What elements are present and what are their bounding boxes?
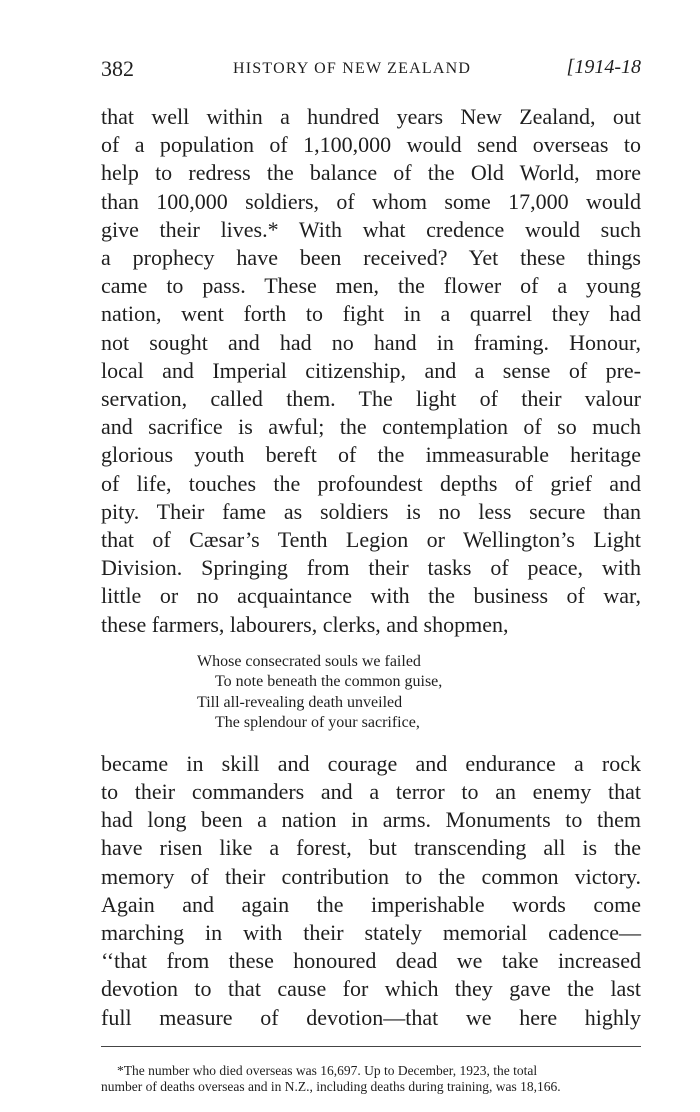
date-range: [1914-18 xyxy=(566,56,641,78)
paragraph-1 xyxy=(101,103,641,639)
book-title: HISTORY OF NEW ZEALAND xyxy=(233,60,472,77)
paragraph-2 xyxy=(101,750,641,1032)
page-number: 382 xyxy=(101,56,134,81)
text-line: local and Imperial citizenship, and a sense of pre- xyxy=(101,357,641,383)
text-line: Again and again the imperishable words come xyxy=(101,891,641,917)
text-line: nation, went forth to fight in a quarrel they had xyxy=(101,301,641,327)
text-line: have risen like a forest, but transcending all is the xyxy=(101,835,641,861)
text-line: of a population of 1,100,000 would send overseas to xyxy=(101,132,641,158)
text-line: devotion to that cause for which they gave the last xyxy=(101,976,641,1002)
text-line: help to redress the balance of the Old World, more xyxy=(101,160,641,186)
footnote-divider xyxy=(101,1046,641,1047)
verse-quotation xyxy=(197,652,641,734)
text-line: a prophecy have been received? Yet these things xyxy=(101,245,641,271)
text-line: these farmers, labourers, clerks, and shopmen, xyxy=(101,611,509,637)
text-line: little or no acquaintance with the business of war, xyxy=(101,583,641,609)
text-line: pity. Their fame as soldiers is no less secure than xyxy=(101,498,641,524)
text-line: memory of their contribution to the common victory. xyxy=(101,863,641,889)
verse-line: To note beneath the common guise, xyxy=(215,673,443,691)
text-line: than 100,000 soldiers, of whom some 17,000 would xyxy=(101,188,641,214)
text-line: to their commanders and a terror to an enemy that xyxy=(101,779,641,805)
running-head xyxy=(101,56,641,86)
text-line: that well within a hundred years New Zealand, out xyxy=(101,104,641,129)
text-line: servation, called them. The light of their valour xyxy=(101,386,641,412)
book-page xyxy=(101,56,641,1095)
footnote-line: number of deaths overseas and in N.Z., including deaths during training, was 18,166. xyxy=(101,1078,561,1094)
text-line: glorious youth bereft of the immeasurable heritage xyxy=(101,442,641,468)
text-line: of life, touches the profoundest depths of grief and xyxy=(101,470,641,496)
verse-line: Whose consecrated souls we failed xyxy=(197,652,421,670)
text-line: ‘‘that from these honoured dead we take increased xyxy=(101,948,641,974)
text-line: Division. Springing from their tasks of peace, with xyxy=(101,555,641,581)
footnote-line: *The number who died overseas was 16,697. Up to December, 1923, the total xyxy=(117,1062,538,1078)
text-line: came to pass. These men, the flower of a young xyxy=(101,273,641,299)
text-line: became in skill and courage and endurance a rock xyxy=(101,750,641,776)
text-line: that of Cæsar’s Tenth Legion or Wellington’s Light xyxy=(101,527,641,553)
text-line: not sought and had no hand in framing. Honour, xyxy=(101,329,641,355)
text-line: marching in with their stately memorial cadence— xyxy=(101,920,641,946)
text-line: full measure of devotion—that we here highly xyxy=(101,1004,641,1030)
text-line: had long been a nation in arms. Monuments to them xyxy=(101,807,641,833)
verse-line: Till all-revealing death unveiled xyxy=(197,693,403,711)
footnote xyxy=(101,1063,641,1095)
text-line: and sacrifice is awful; the contemplation of so much xyxy=(101,414,641,440)
verse-line: The splendour of your sacrifice, xyxy=(215,714,420,732)
text-line: give their lives.* With what credence would such xyxy=(101,216,641,242)
